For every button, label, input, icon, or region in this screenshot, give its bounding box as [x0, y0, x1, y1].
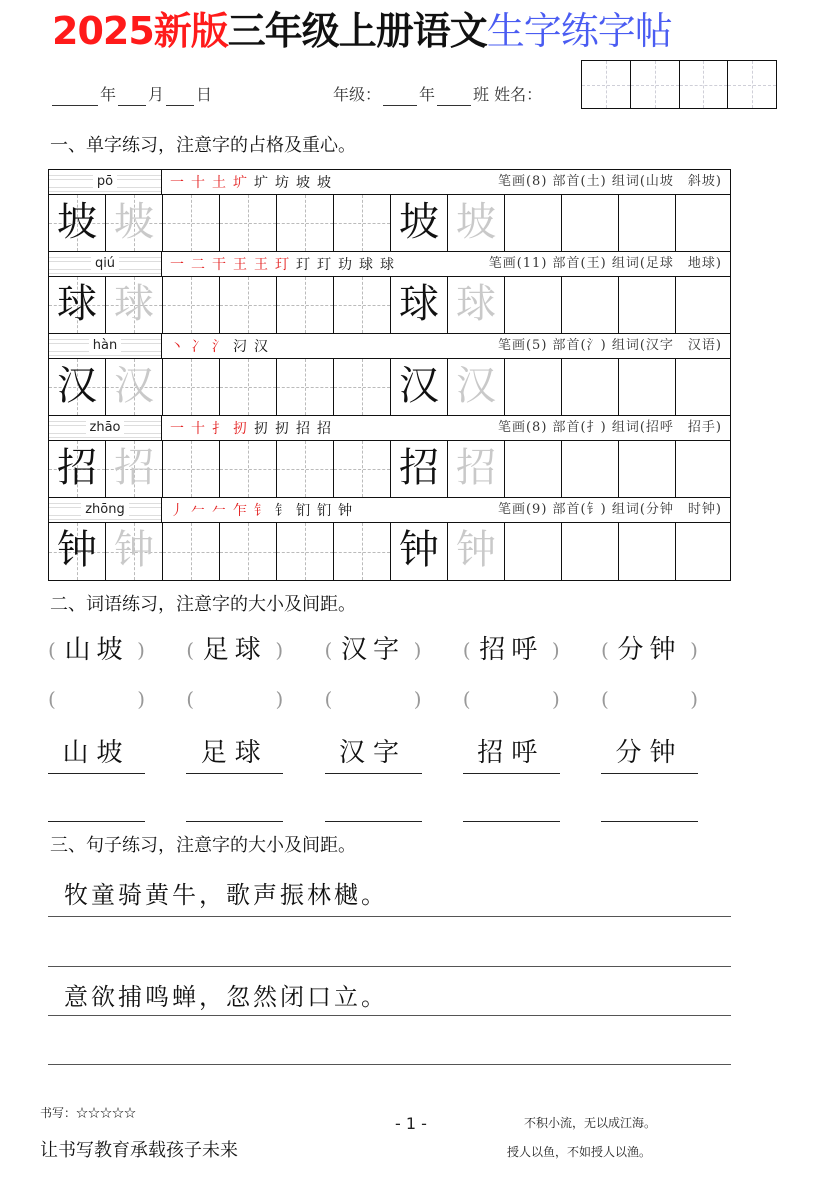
pinyin-cell [49, 252, 162, 276]
vocab-word: 山坡 [64, 635, 129, 665]
practice-cell[interactable] [676, 441, 730, 497]
stroke-step: 土 [212, 175, 226, 191]
practice-cell[interactable] [562, 523, 619, 580]
name-writing-box[interactable] [581, 60, 777, 109]
title-year-edition: 2025新版 [52, 9, 228, 53]
radical: 部首(氵) [552, 338, 607, 353]
practice-cell[interactable] [619, 277, 676, 333]
practice-cell[interactable] [220, 523, 277, 580]
trace-char: 招 [456, 445, 496, 491]
stroke-step: 王 [254, 257, 268, 273]
pinyin: zhāo [86, 420, 125, 435]
char-practice-row [49, 277, 730, 334]
model-char-cell [391, 195, 448, 251]
practice-cell[interactable] [163, 195, 220, 251]
stroke-count: 笔画(5) [497, 338, 548, 353]
stroke-step: 乍 [233, 503, 247, 519]
stroke-count: 笔画(11) [488, 256, 548, 271]
paren-open: ( [324, 687, 333, 711]
stroke-order-cell [162, 252, 730, 276]
practice-cell[interactable] [277, 441, 334, 497]
stroke-order-cell [162, 334, 730, 358]
trace-char-cell[interactable] [448, 359, 505, 415]
vocab-blank-row [48, 681, 698, 717]
stroke-step: 玎 [317, 257, 331, 273]
trace-char-cell[interactable] [106, 195, 163, 251]
stroke-order-cell [162, 416, 730, 440]
stroke-step: 扌 [212, 421, 226, 437]
radical: 部首(王) [552, 256, 607, 271]
practice-cell[interactable] [277, 277, 334, 333]
stroke-step: 扨 [275, 421, 289, 437]
trace-char: 球 [456, 281, 496, 327]
trace-char-cell[interactable] [106, 523, 163, 580]
model-char-cell [49, 195, 106, 251]
writing-rating: 书写：☆☆☆☆☆ [40, 1106, 137, 1120]
paren-open: ( [48, 638, 56, 662]
stroke-step: 𠂉 [212, 503, 226, 519]
stroke-order [170, 418, 338, 438]
year-label: 年 [100, 85, 117, 104]
trace-char-cell[interactable] [106, 441, 163, 497]
stroke-step: 招 [317, 421, 331, 437]
practice-cell[interactable] [277, 195, 334, 251]
model-char: 汉 [57, 363, 97, 409]
sentence-practice-line[interactable] [48, 918, 731, 967]
vocab-word-model [325, 632, 422, 668]
practice-cell[interactable] [334, 195, 391, 251]
trace-char-cell[interactable] [448, 523, 505, 580]
sentence-model: 牧童骑黄牛，歌声振林樾。 [64, 881, 388, 909]
model-char-cell [49, 441, 106, 497]
stroke-step: 十 [191, 421, 205, 437]
name-cell[interactable] [631, 61, 680, 108]
pinyin: qiú [91, 256, 119, 271]
vocab-underline-blank[interactable] [48, 781, 145, 822]
char-info-row [49, 252, 730, 277]
stroke-order-cell [162, 498, 730, 522]
paren-open: ( [601, 638, 609, 662]
vocab-lined-row [48, 733, 698, 774]
quote-1: 不积小流，无以成江海。 [524, 1116, 657, 1130]
paren-close: ) [275, 638, 284, 662]
trace-char: 坡 [456, 199, 496, 245]
practice-cell[interactable] [505, 277, 562, 333]
char-practice-row [49, 195, 730, 252]
example-words: 组词(分钟 时钟) [611, 502, 722, 517]
class-label: 班 [473, 85, 490, 104]
slogan: 让书写教育承载孩子未来 [40, 1140, 238, 1161]
vocab-word-blank[interactable] [186, 681, 283, 717]
paren-close: ) [137, 638, 145, 662]
stroke-step: 一 [170, 175, 184, 191]
stroke-step: 汉 [254, 339, 268, 355]
vocab-word-model [601, 632, 698, 668]
practice-cell[interactable] [505, 441, 562, 497]
section3-heading: 三、句子练习，注意字的大小及间距。 [50, 835, 356, 856]
stroke-step: 玏 [338, 257, 352, 273]
grade-input[interactable] [383, 87, 417, 106]
paren-open: ( [462, 687, 471, 711]
stroke-order [170, 336, 275, 356]
trace-char: 球 [114, 281, 154, 327]
stroke-order [170, 254, 401, 274]
trace-char: 汉 [456, 363, 496, 409]
char-meta [498, 334, 722, 358]
example-words: 组词(汉字 汉语) [611, 338, 722, 353]
sentence-line [48, 872, 731, 917]
stroke-step: 钔 [296, 503, 310, 519]
paren-open: ( [601, 687, 609, 711]
vocab-underline-blank[interactable] [601, 781, 698, 822]
example-words: 组词(招呼 招手) [611, 420, 722, 435]
stroke-step: 干 [212, 257, 226, 273]
stroke-step: 冫 [191, 339, 205, 355]
stroke-step: 坡 [317, 175, 331, 191]
practice-cell[interactable] [562, 277, 619, 333]
trace-char: 钟 [114, 527, 154, 573]
stroke-step: 汈 [233, 339, 247, 355]
example-words: 组词(足球 地球) [611, 256, 722, 271]
vocab-word-blank[interactable] [601, 681, 698, 717]
stroke-order-cell [162, 170, 730, 194]
radical: 部首(钅) [552, 502, 607, 517]
practice-cell[interactable] [334, 523, 391, 580]
char-practice-row [49, 523, 730, 580]
vocab-underlined-word: 足球 [186, 733, 283, 774]
vocab-word-blank[interactable] [325, 681, 422, 717]
paren-close: ) [690, 687, 698, 711]
practice-cell[interactable] [619, 195, 676, 251]
vocab-word: 汉字 [340, 635, 405, 665]
model-char-cell [49, 523, 106, 580]
grade-label: 年级： [333, 85, 382, 104]
model-char: 坡 [57, 199, 97, 245]
char-meta [498, 170, 722, 194]
page-number: - 1 - [395, 1114, 427, 1133]
stroke-step: 丶 [170, 339, 184, 355]
char-practice-row [49, 441, 730, 498]
practice-cell[interactable] [562, 359, 619, 415]
paren-open: ( [186, 638, 195, 662]
practice-cell[interactable] [277, 523, 334, 580]
model-char-cell [391, 359, 448, 415]
model-char-cell [391, 277, 448, 333]
model-char: 坡 [399, 199, 439, 245]
stroke-step: 钔 [317, 503, 331, 519]
practice-cell[interactable] [676, 277, 730, 333]
model-char: 钟 [57, 527, 97, 573]
title-grade-subject: 三年级上册语文 [227, 9, 487, 53]
paren-close: ) [275, 687, 284, 711]
stroke-step: 一 [170, 421, 184, 437]
pinyin: pō [93, 174, 117, 189]
month-input[interactable] [118, 87, 146, 106]
trace-char-cell[interactable] [448, 195, 505, 251]
model-char-cell [49, 277, 106, 333]
paren-open: ( [48, 687, 56, 711]
day-input[interactable] [166, 87, 194, 106]
stroke-count: 笔画(8) [497, 174, 548, 189]
char-info-row [49, 416, 730, 441]
radical: 部首(扌) [552, 420, 607, 435]
vocab-word-blank[interactable] [48, 681, 145, 717]
paren-open: ( [324, 638, 333, 662]
stroke-step: 𠂉 [191, 503, 205, 519]
vocab-underlined-word: 山坡 [48, 733, 145, 774]
pinyin-cell [49, 334, 162, 358]
stroke-count: 笔画(9) [497, 502, 548, 517]
name-cell[interactable] [728, 61, 776, 108]
section2-heading: 二、词语练习，注意字的大小及间距。 [50, 594, 356, 615]
trace-char-cell[interactable] [106, 277, 163, 333]
vocab-word: 招呼 [479, 635, 544, 665]
model-char: 招 [57, 445, 97, 491]
paren-close: ) [690, 638, 698, 662]
paren-close: ) [413, 687, 422, 711]
name-label: 姓名： [494, 85, 543, 104]
trace-char: 钟 [456, 527, 496, 573]
vocab-underline-blank[interactable] [325, 781, 422, 822]
practice-cell[interactable] [619, 359, 676, 415]
practice-cell[interactable] [220, 441, 277, 497]
stroke-step: 圹 [233, 175, 247, 191]
stroke-count: 笔画(8) [497, 420, 548, 435]
class-fields [333, 84, 542, 106]
title-workbook-type: 生字练字帖 [486, 9, 672, 53]
pinyin-cell [49, 416, 162, 440]
model-char-cell [49, 359, 106, 415]
vocab-underlined-word: 汉字 [325, 733, 422, 774]
stroke-step: 坊 [275, 175, 289, 191]
stroke-step: 氵 [212, 339, 226, 355]
pinyin-cell [49, 170, 162, 194]
stroke-step: 扨 [233, 421, 247, 437]
stroke-step: 钅 [254, 503, 268, 519]
stroke-step: 钟 [338, 503, 352, 519]
char-info-row [49, 170, 730, 195]
sentence-model: 意欲捕鸣蝉，忽然闭口立。 [64, 983, 388, 1011]
model-char-cell [391, 523, 448, 580]
radical: 部首(土) [552, 174, 607, 189]
char-meta [498, 498, 722, 522]
date-fields [50, 84, 212, 106]
stroke-step: 玎 [296, 257, 310, 273]
vocab-underline-blank[interactable] [186, 781, 283, 822]
example-words: 组词(山坡 斜坡) [611, 174, 722, 189]
paren-close: ) [551, 638, 560, 662]
vocab-underline-blank[interactable] [463, 781, 560, 822]
stroke-step: 球 [380, 257, 394, 273]
paren-close: ) [413, 638, 422, 662]
month-label: 月 [148, 85, 165, 104]
vocab-word: 分钟 [617, 635, 682, 665]
practice-cell[interactable] [619, 523, 676, 580]
model-char: 球 [399, 281, 439, 327]
year-input[interactable] [52, 87, 98, 106]
model-char: 钟 [399, 527, 439, 573]
vocab-word-blank[interactable] [463, 681, 560, 717]
model-char-cell [391, 441, 448, 497]
practice-cell[interactable] [163, 359, 220, 415]
practice-cell[interactable] [676, 523, 730, 580]
vocab-word-model [48, 632, 145, 668]
practice-cell[interactable] [619, 441, 676, 497]
section1-heading: 一、单字练习，注意字的占格及重心。 [50, 135, 356, 156]
trace-char-cell[interactable] [448, 441, 505, 497]
stroke-step: 丿 [170, 503, 184, 519]
model-char: 汉 [399, 363, 439, 409]
char-practice-row [49, 359, 730, 416]
page-title [52, 6, 672, 56]
practice-cell[interactable] [334, 441, 391, 497]
vocab-lined-blank-row [48, 781, 698, 822]
stroke-step: 球 [359, 257, 373, 273]
trace-char: 招 [114, 445, 154, 491]
trace-char: 坡 [114, 199, 154, 245]
stroke-step: 招 [296, 421, 310, 437]
practice-cell[interactable] [505, 359, 562, 415]
practice-cell[interactable] [163, 441, 220, 497]
practice-cell[interactable] [505, 195, 562, 251]
stroke-step: 圹 [254, 175, 268, 191]
stroke-step: 一 [170, 257, 184, 273]
day-label: 日 [196, 85, 213, 104]
stroke-step: 王 [233, 257, 247, 273]
grade-year-label: 年 [419, 85, 436, 104]
practice-cell[interactable] [334, 359, 391, 415]
practice-cell[interactable] [220, 359, 277, 415]
char-info-row [49, 498, 730, 523]
practice-cell[interactable] [163, 523, 220, 580]
practice-cell[interactable] [676, 195, 730, 251]
char-meta [498, 416, 722, 440]
stroke-order [170, 500, 359, 520]
name-cell[interactable] [582, 61, 631, 108]
vocab-underlined-word: 分钟 [601, 733, 698, 774]
trace-char-cell[interactable] [448, 277, 505, 333]
sentence-line [48, 968, 731, 1016]
practice-cell[interactable] [334, 277, 391, 333]
paren-close: ) [137, 687, 145, 711]
quote-2: 授人以鱼，不如授人以渔。 [507, 1145, 652, 1159]
char-info-row [49, 334, 730, 359]
model-char: 球 [57, 281, 97, 327]
practice-cell[interactable] [220, 195, 277, 251]
vocab-model-row [48, 632, 698, 668]
pinyin: hàn [89, 338, 121, 353]
pinyin: zhōng [81, 502, 129, 517]
practice-cell[interactable] [220, 277, 277, 333]
paren-open: ( [462, 638, 471, 662]
stroke-order [170, 172, 338, 192]
practice-cell[interactable] [676, 359, 730, 415]
sentence-practice-line[interactable] [48, 1017, 731, 1065]
class-input[interactable] [437, 87, 471, 106]
char-meta [489, 252, 722, 276]
practice-cell[interactable] [505, 523, 562, 580]
practice-cell[interactable] [277, 359, 334, 415]
name-cell[interactable] [680, 61, 729, 108]
paren-open: ( [186, 687, 195, 711]
stroke-step: 玎 [275, 257, 289, 273]
pinyin-cell [49, 498, 162, 522]
practice-cell[interactable] [562, 441, 619, 497]
character-practice-grid [48, 169, 731, 581]
practice-cell[interactable] [562, 195, 619, 251]
stroke-step: 二 [191, 257, 205, 273]
vocab-underlined-word: 招呼 [463, 733, 560, 774]
paren-close: ) [551, 687, 560, 711]
trace-char: 汉 [114, 363, 154, 409]
model-char: 招 [399, 445, 439, 491]
stroke-step: 钅 [275, 503, 289, 519]
vocab-word: 足球 [202, 635, 267, 665]
practice-cell[interactable] [163, 277, 220, 333]
stroke-step: 坡 [296, 175, 310, 191]
trace-char-cell[interactable] [106, 359, 163, 415]
vocab-word-model [186, 632, 283, 668]
stroke-step: 扨 [254, 421, 268, 437]
stroke-step: 十 [191, 175, 205, 191]
vocab-word-model [463, 632, 560, 668]
